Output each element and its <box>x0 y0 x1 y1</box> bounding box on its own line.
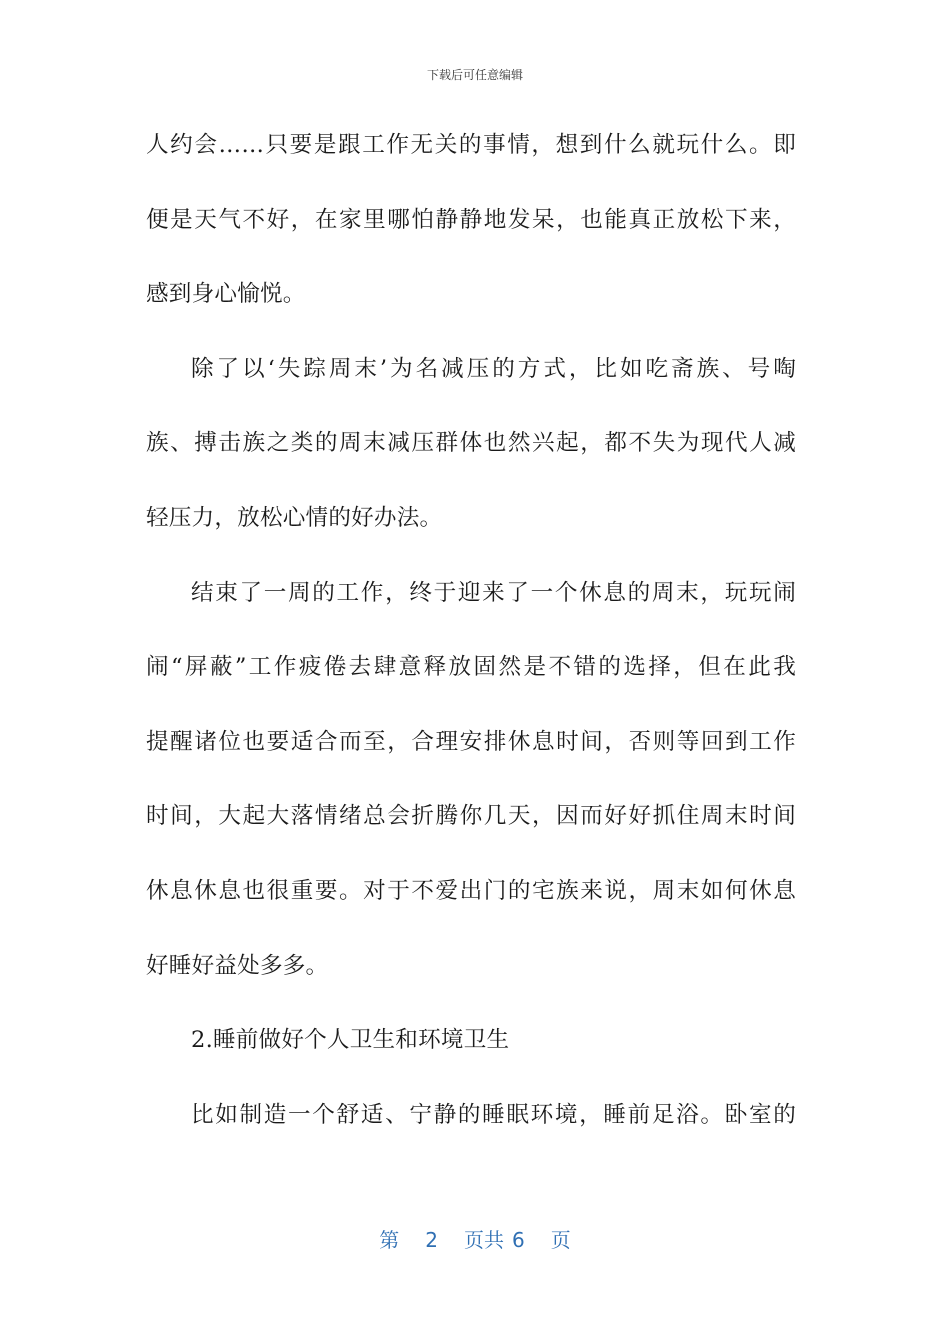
footer-prefix: 第 <box>379 1228 400 1252</box>
footer-total-pages: 6 <box>512 1228 525 1252</box>
paragraph-line: 好睡好益处多多。 <box>146 952 329 979</box>
paragraph-line: 除了以‘失踪周末’为名减压的方式，比如吃斋族、号啕 <box>191 355 796 382</box>
footer-middle: 页共 <box>464 1228 504 1252</box>
footer-current-page: 2 <box>425 1228 438 1252</box>
page-number-footer <box>0 1224 950 1253</box>
paragraph-line: 提醒诸位也要适合而至，合理安排休息时间，否则等回到工作 <box>146 728 796 755</box>
paragraph-line: 轻压力，放松心情的好办法。 <box>146 504 443 531</box>
page-header-note: 下载后可任意编辑 <box>426 68 523 82</box>
paragraph-line: 时间，大起大落情绪总会折腾你几天，因而好好抓住周末时间 <box>146 803 796 830</box>
paragraph-line: 感到身心愉悦。 <box>146 281 306 308</box>
paragraph-line: 闹“屏蔽”工作疲倦去肆意释放固然是不错的选择，但在此我 <box>146 654 796 681</box>
paragraph-line: 休息休息也很重要。对于不爱出门的宅族来说，周末如何休息 <box>146 877 796 904</box>
paragraph-line: 人约会……只要是跟工作无关的事情，想到什么就玩什么。即 <box>146 132 796 158</box>
paragraph-line: 比如制造一个舒适、宁静的睡眠环境，睡前足浴。卧室的 <box>191 1101 796 1128</box>
section-heading: 2.睡前做好个人卫生和环境卫生 <box>191 1027 510 1054</box>
paragraph-line: 结束了一周的工作，终于迎来了一个休息的周末，玩玩闹 <box>191 579 796 606</box>
paragraph-line: 族、搏击族之类的周末减压群体也然兴起，都不失为现代人减 <box>146 430 796 457</box>
footer-suffix: 页 <box>550 1228 571 1252</box>
paragraph-line: 便是天气不好，在家里哪怕静静地发呆，也能真正放松下来， <box>146 206 796 233</box>
document-body <box>146 122 796 1166</box>
